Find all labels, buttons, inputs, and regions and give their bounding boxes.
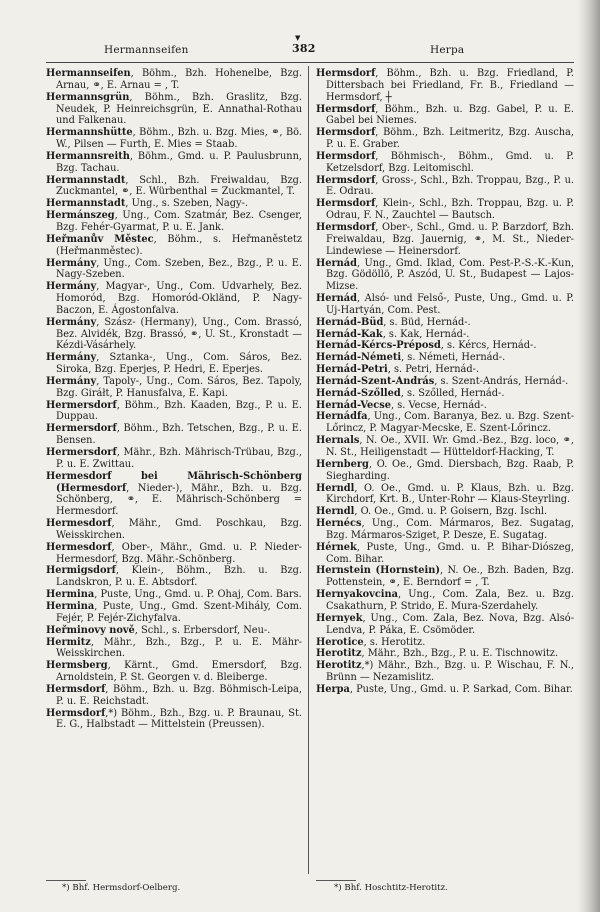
gazetteer-entry: Hermannseifen, Böhm., Bzh. Hohenelbe, Bzg. Arnau, ⚭, E. Arnau = , T. (46, 68, 302, 91)
entry-headword: Hernád-Petri (316, 364, 388, 376)
entry-headword: Hernyek (316, 612, 363, 624)
gazetteer-entry: Hernád-Szőlled, s. Szőlled, Hernád-. (316, 387, 505, 399)
gazetteer-entry: Heřmanův Městec, Böhm., s. Heřmaněstetz (Heřmanměstec). (46, 233, 302, 257)
gazetteer-entry: Hérnek, Puste, Ung., Gmd. u. P. Bihar-Diószeg, Com. Bihar. (316, 541, 574, 565)
entry-headword: Hermánszeg (46, 210, 115, 222)
gazetteer-entry: Hermány, Sztanka-, Ung., Com. Sáros, Bez. Siroka, Bzg. Eperjes, P. Hedri, E. Eperjes. (46, 352, 302, 376)
gazetteer-entry: Hermány, Magyar-, Ung., Com. Udvarhely, Bez. Homoród, Bzg. Homoród-Okländ, P. Nagy-Baczon, E. Ágostonfalva. (46, 281, 302, 316)
gazetteer-entry: Hermsberg, Kärnt., Gmd. Emersdorf, Bzg. Arnoldstein, P. St. Georgen v. d. Bleiberge. (46, 660, 302, 684)
entry-headword: Hermersdorf (46, 447, 117, 458)
entry-headword: Hermsdorf (46, 707, 106, 719)
gazetteer-entry: Hermannsgrün, Böhm., Bzh. Graslitz, Bzg. Neudek, P. Heinreichsgrün, E. Annathal-Rothau und Falkenau. (46, 91, 302, 127)
entry-headword: Hernád-Szőlled (316, 387, 401, 399)
gazetteer-entry: Hermsdorf,*) Böhm., Bzh., Bzg. u. P. Braunau, St. E. G., Halbstadt — Mittelstein (Preussen). (46, 707, 302, 731)
gazetteer-entry: Hermitz, Mähr., Bzh., Bzg., P. u. E. Mähr-Weisskirchen. (46, 636, 302, 660)
entry-headword: Hermesdorf (46, 541, 112, 553)
entry-headword: Hermsdorf (316, 174, 376, 186)
gazetteer-entry: Hermsdorf, Böhm., Bzh. u. Bzg. Gabel, P. u. E. Gabel bei Niemes. (316, 103, 574, 127)
entry-headword: Hermannstadt (46, 174, 126, 186)
gazetteer-entry: Herpa, Puste, Ung., Gmd. u. P. Sarkad, Com. Bihar. (316, 683, 573, 695)
gazetteer-entry: Hernád-Petri, s. Petri, Hernád-. (316, 364, 480, 376)
gazetteer-entry: Hermesdorf bei Mährisch-Schönberg (Hermesdorf, Nieder-), Mähr., Bzh. u. Bzg. Schönberg, ⚭, E. Mährisch-Schönberg = Hermesdorf. (46, 470, 302, 518)
entry-headword: Hernberg (316, 458, 369, 470)
gazetteer-entry: Hermersdorf, Böhm., Bzh. Tetschen, Bzg., P. u. E. Bensen. (46, 423, 302, 447)
running-header (46, 44, 572, 58)
entry-headword: Hermsberg (46, 660, 108, 672)
gazetteer-entry: Hermány, Ung., Com. Szeben, Bez., Bzg., P. u. E. Nagy-Szeben. (46, 257, 302, 281)
gazetteer-entry: Hernberg, O. Oe., Gmd. Diersbach, Bzg. Raab, P. Siegharding. (316, 458, 574, 482)
entry-headword: Hermannsreith (46, 150, 130, 162)
entry-headword: Hernád-Szent-András (316, 375, 435, 387)
gazetteer-entry: Hernyakovcina, Ung., Com. Zala, Bez. u. Bzg. Csakathurn, P. Strido, E. Mura-Szerdahely. (316, 589, 574, 612)
entry-headword: Hermány (46, 257, 97, 269)
gazetteer-entry: Herotitz,*) Mähr., Bzh., Bzg. u. P. Wischau, F. N., Brünn — Nezamislitz. (316, 660, 574, 684)
gazetteer-entry: Hernád, Ung., Gmd. Iklad, Com. Pest-P.-S.-K.-Kun, Bzg. Gödöllö, P. Aszód, U. St., Budapest — Lajos-Mizse. (316, 257, 574, 293)
entry-headword: Hermesdorf (46, 518, 112, 530)
gazetteer-entry: Hermány, Szász- (Hermany), Ung., Com. Brassó, Bez. Alvidék, Bzg. Brassó, ⚭, U. St., Kronstadt — Kézdi-Vásárhely. (46, 316, 302, 352)
gazetteer-entry: Hernals, N. Oe., XVII. Wr. Gmd.-Bez., Bzg. loco, ⚭, N. St., Heiligenstadt — Hütteldorf-Hacking, T. (316, 435, 574, 458)
entry-headword: Hernád-Kak (316, 328, 383, 340)
gazetteer-entry: Herotice, s. Herotitz. (316, 636, 426, 648)
entry-headword: Hermsdorf (46, 683, 106, 695)
entry-headword: Hermina (46, 589, 95, 601)
gazetteer-entry: Herotitz, Mähr., Bzh., Bzg., P. u. E. Tischnowitz. (316, 648, 559, 660)
gazetteer-entry: Hermsdorf, Böhm., Bzh. u. Bzg. Friedland, P. Dittersbach bei Friedland, Fr. B., Friedland — Hermsdorf, ┼ (316, 68, 574, 103)
gazetteer-entry: Hermannsreith, Böhm., Gmd. u. P. Paulusbrunn, Bzg. Tachau. (46, 150, 302, 174)
gazetteer-entry: Hermánszeg, Ung., Com. Szatmár, Bez. Csenger, Bzg. Fehér-Gyarmat, P. u. E. Jank. (46, 210, 302, 233)
gazetteer-entry: Hernád-Németi, s. Németi, Hernád-. (316, 352, 506, 364)
entry-headword: Hermesdorf bei Mährisch-Schönberg (Hermesdorf (46, 470, 302, 494)
entry-headword: Heřmanův Městec (46, 233, 154, 245)
gazetteer-entry: Hernád-Kak, s. Kak, Hernád-. (316, 328, 470, 340)
entry-headword: Hermány (46, 316, 97, 328)
gazetteer-entry: Hermersdorf, Mähr., Bzh. Mährisch-Trübau, Bzg., P. u. E. Zwittau. (46, 447, 302, 470)
gazetteer-entry: Hernécs, Ung., Com. Mármaros, Bez. Sugatag, Bzg. Mármaros-Sziget, P. Desze, E. Sugatag. (316, 518, 574, 541)
header-left-word: Hermannseifen (104, 44, 189, 56)
gazetteer-entry: Hermannstadt, Ung., s. Szeben, Nagy-. (46, 198, 248, 210)
gazetteer-entry: Herndl, O. Oe., Gmd. u. P. Goisern, Bzg. Ischl. (316, 506, 548, 518)
gazetteer-entry: Hermsdorf, Ober-, Schl., Gmd. u. P. Barzdorf, Bzh. Freiwaldau, Bzg. Jauernig, ⚭, M. St., Nieder-Lindewiese — Heinersdorf. (316, 221, 574, 257)
entry-headword: Hermannseifen (46, 68, 131, 79)
footnote-rule-right (316, 880, 356, 881)
entry-headword: Hermány (46, 375, 97, 387)
gazetteer-entry: Heřminovy nově, Schl., s. Erbersdorf, Neu-. (46, 624, 271, 636)
gazetteer-entry: Hermesdorf, Mähr., Gmd. Poschkau, Bzg. Weisskirchen. (46, 518, 302, 541)
entry-headword: Hermitz (46, 636, 91, 648)
entry-headword: Hernécs (316, 518, 362, 530)
gazetteer-entry: Hermsdorf, Böhm., Bzh. Leitmeritz, Bzg. Auscha, P. u. E. Graber. (316, 127, 574, 151)
gazetteer-entry: Hermina, Puste, Ung., Gmd. u. P. Ohaj, Com. Bars. (46, 589, 302, 601)
entry-headword: Hermannshütte (46, 127, 133, 139)
gazetteer-entry: Hermsdorf, Gross-, Schl., Bzh. Troppau, Bzg., P. u. E. Odrau. (316, 174, 574, 198)
entry-headword: Hermersdorf (46, 399, 117, 411)
entry-headword: Hernád-Vecse (316, 399, 391, 411)
right-column (316, 68, 574, 696)
entry-headword: Hermsdorf (316, 221, 376, 233)
gazetteer-entry: Hernád-Vecse, s. Vecse, Hernád-. (316, 399, 487, 411)
entry-headword: Hernád (316, 293, 357, 305)
gazetteer-entry: Hermsdorf, Böhmisch-, Böhm., Gmd. u. P. Ketzelsdorf, Bzg. Leitomischl. (316, 150, 574, 174)
header-right-word: Herpa (430, 44, 465, 56)
gazetteer-entry: Hermány, Tapoly-, Ung., Com. Sáros, Bez. Tapoly, Bzg. Giráłt, P. Hanusfalva, E. Kapi. (46, 375, 302, 399)
entry-headword: Hernád-Büd (316, 316, 384, 328)
gazetteer-entry: Hernád-Kércs-Préposd, s. Kércs, Hernád-. (316, 340, 537, 352)
footnote-rule-left (46, 880, 86, 881)
entry-headword: Hermsdorf (316, 150, 376, 162)
entry-headword: Herpa (316, 683, 350, 695)
entry-headword: Hermsdorf (316, 127, 376, 139)
entry-headword: Hermsdorf (316, 68, 376, 79)
entry-headword: Hermannstadt (46, 198, 126, 210)
entry-headword: Hernád (316, 257, 357, 269)
gazetteer-entry: Hermigsdorf, Klein-, Böhm., Bzh. u. Bzg. Landskron, P. u. E. Abtsdorf. (46, 565, 302, 589)
entry-headword: Hernstein (Hornstein) (316, 565, 440, 577)
footnote-right: *) Bhf. Hoschtitz-Herotitz. (334, 883, 448, 893)
entry-headword: Hérnek (316, 541, 357, 553)
printer-mark: ▼ (295, 34, 301, 42)
gazetteer-entry: Hernád-Büd, s. Büd, Hernád-. (316, 316, 471, 328)
entry-headword: Herotitz (316, 648, 362, 660)
gazetteer-entry: Hernád, Alsó- und Felső-, Puste, Ung., Gmd. u. P. Uj-Hartyán, Com. Pest. (316, 293, 574, 316)
gazetteer-entry: Hernádfa, Ung., Com. Baranya, Bez. u. Bzg. Szent-Lőrincz, P. Magyar-Mecske, E. Szent-Lőrincz. (316, 411, 574, 435)
gazetteer-entry: Hernád-Szent-András, s. Szent-András, Hernád-. (316, 375, 569, 387)
entry-headword: Hernád-Kércs-Préposd (316, 340, 441, 352)
entry-headword: Herndl (316, 506, 355, 518)
gazetteer-entry: Hermina, Puste, Ung., Gmd. Szent-Mihály, Com. Fejér, P. Fejér-Zichyfalva. (46, 600, 302, 624)
entry-headword: Hermsdorf (316, 198, 376, 210)
entry-headword: Hermina (46, 600, 95, 612)
entry-headword: Hernals (316, 435, 360, 447)
entry-headword: Herotice (316, 636, 364, 648)
entry-headword: Hernyakovcina (316, 589, 398, 601)
gazetteer-entry: Hermannshütte, Böhm., Bzh. u. Bzg. Mies, ⚭, Bö. W., Pilsen — Furth, E. Mies = Staab. (46, 127, 302, 151)
entry-headword: Hermány (46, 281, 97, 293)
entry-headword: Hermersdorf (46, 423, 117, 435)
gazetteer-entry: Hermsdorf, Böhm., Bzh. u. Bzg. Böhmisch-Leipa, P. u. E. Reichstadt. (46, 683, 302, 707)
entry-headword: Herotitz (316, 660, 362, 672)
entry-headword: Hermannsgrün (46, 91, 130, 103)
entry-headword: Hernádfa (316, 411, 368, 423)
entry-headword: Heřminovy nově (46, 624, 135, 636)
scan-page-edge-shadow (578, 0, 600, 912)
entry-headword: Hernád-Németi (316, 352, 402, 364)
page-number: 382 (292, 42, 316, 55)
gazetteer-entry: Hermesdorf, Ober-, Mähr., Gmd. u. P. Nieder-Hermesdorf, Bzg. Mähr.-Schönberg. (46, 541, 302, 565)
left-column (46, 68, 302, 731)
column-divider (308, 66, 309, 874)
gazetteer-entry: Hernstein (Hornstein), N. Oe., Bzh. Baden, Bzg. Pottenstein, ⚭, E. Berndorf = , T. (316, 565, 574, 589)
gazetteer-entry: Hermannstadt, Schl., Bzh. Freiwaldau, Bzg. Zuckmantel, ⚭, E. Würbenthal = Zuckmantel, T. (46, 174, 302, 198)
gazetteer-entry: Hernyek, Ung., Com. Zala, Bez. Nova, Bzg. Alsó-Lendva, P. Páka, E. Csömöder. (316, 612, 574, 636)
gazetteer-entry: Herndl, O. Oe., Gmd. u. P. Klaus, Bzh. u. Bzg. Kirchdorf, Krt. B., Unter-Rohr — Klaus-Steyrling. (316, 482, 574, 506)
gazetteer-entry: Hermersdorf, Böhm., Bzh. Kaaden, Bzg., P. u. E. Duppau. (46, 399, 302, 423)
entry-headword: Hermány (46, 352, 97, 364)
entry-headword: Hermsdorf (316, 103, 376, 115)
entry-headword: Herndl (316, 482, 355, 494)
entry-headword: Hermigsdorf (46, 565, 116, 577)
gazetteer-entry: Hermsdorf, Klein-, Schl., Bzh. Troppau, Bzg. u. P. Odrau, F. N., Zauchtel — Bautsch. (316, 198, 574, 222)
header-rule (46, 62, 574, 63)
footnote-left: *) Bhf. Hermsdorf-Oelberg. (62, 883, 181, 893)
